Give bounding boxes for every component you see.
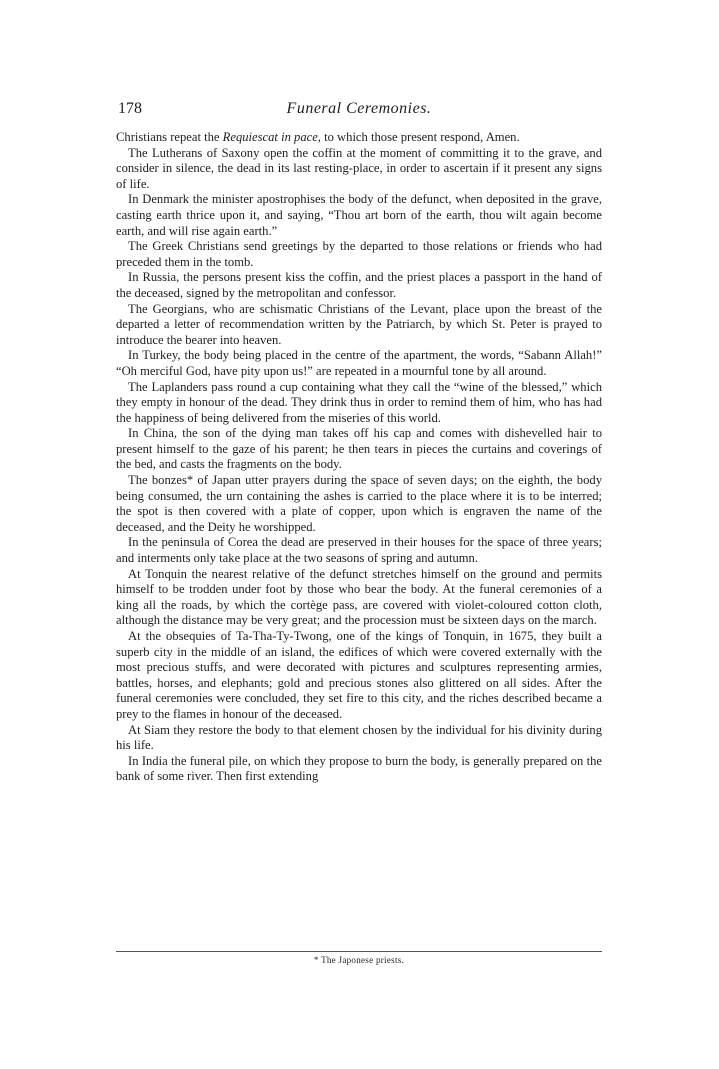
paragraph [116, 629, 602, 723]
paragraph [116, 567, 602, 629]
paragraph [116, 146, 602, 193]
paragraph-text: The Greek Christians send greetings by the departed to those relations or friends who had preceded them in the tomb. [116, 239, 602, 269]
body-text [116, 130, 602, 785]
running-title: Funeral Ceremonies. [286, 100, 432, 117]
paragraph-text: to which those present respond, Amen. [320, 130, 520, 144]
paragraph [116, 302, 602, 349]
paragraph [116, 192, 602, 239]
paragraph [116, 473, 602, 535]
paragraph-text: In Denmark the minister apostrophises the body of the defunct, when deposited in the grave, casting earth thrice upon it, and saying, “Thou art born of the earth, thou wilt again become earth, and will rise again earth.” [116, 192, 602, 238]
page-number: 178 [118, 100, 142, 117]
paragraph-text: At Siam they restore the body to that element chosen by the individual for his divinity during his life. [116, 722, 602, 753]
paragraph-text: In the peninsula of Corea the dead are preserved in their houses for the space of three years; and interments only take place at the two seasons of spring and autumn. [116, 535, 602, 566]
paragraph-text: In India the funeral pile, on which they propose to burn the body, is generally prepared on the bank of some river. Then first extending [116, 753, 602, 784]
paragraph-text: The Lutherans of Saxony open the coffin at the moment of committing it to the grave, and consider in silence, the dead in its last resting-place, in order to ascertain if it present any signs of life. [116, 145, 602, 191]
paragraph-text: At Tonquin the nearest relative of the defunct stretches himself on the ground and permits himself to be trodden under foot by those who bear the body. At the funeral ceremonies of a king all the roads, by which the cortège pass, are covered with violet-coloured cotton cloth, although the distance may be very great; and the procession must be sixteen days on the march. [116, 566, 602, 628]
footnote-rule [116, 951, 602, 952]
paragraph [116, 535, 602, 566]
paragraph [116, 348, 602, 379]
page-header [116, 100, 602, 124]
paragraph [116, 130, 602, 146]
paragraph-text: At the obsequies of Ta-Tha-Ty-Twong, one of the kings of Tonquin, in 1675, they built a superb city in the middle of an island, the edifices of which were covered externally with the most precious stuffs, and were decorated with pictures and sculptures representing armies, battles, horses, and elephants; gold and precious stones also glittered on all sides. After the funeral ceremonies were concluded, they set fire to this city, and the riches described became a prey to the flames in honour of the deceased. [116, 629, 602, 721]
paragraph-text: The Georgians, who are schismatic Christians of the Levant, place upon the breast of the departed a letter of recommendation written by the Patriarch, by which St. Peter is prayed to introduce the bearer into heaven. [116, 301, 602, 347]
paragraph-text: The bonzes* of Japan utter prayers during the space of seven days; on the eighth, the body being consumed, the urn containing the ashes is carried to the place where it is to be interred; the spot is then covered with a plate of copper, upon which is engraven the name of the deceased, and the Deity he worshipped. [116, 473, 602, 534]
paragraph [116, 723, 602, 754]
paragraph [116, 754, 602, 785]
paragraph-text: Christians repeat the [116, 130, 223, 144]
paragraph [116, 270, 602, 301]
paragraph-text: In Turkey, the body being placed in the centre of the apartment, the words, “Sabann Allah!” “Oh merciful God, have pity upon us!” are repeated in a mournful tone by all around. [116, 348, 602, 378]
paragraph [116, 426, 602, 473]
footnote: * The Japonese priests. [313, 955, 405, 965]
paragraph-text: In Russia, the persons present kiss the coffin, and the priest places a passport in the hand of the deceased, signed by the metropolitan and confessor. [116, 270, 602, 300]
italic-phrase: Requiescat in pace, [222, 130, 321, 144]
paragraph [116, 239, 602, 270]
paragraph-text: The Laplanders pass round a cup containing what they call the “wine of the blessed,” which they empty in honour of the dead. They drink thus in order to remind them of him, who has had the happiness of being delivered from the miseries of this world. [116, 379, 602, 425]
paragraph [116, 380, 602, 427]
paragraph-text: In China, the son of the dying man takes off his cap and comes with dishevelled hair to present himself to the gaze of his parent; he then tears in pieces the curtains and coverings of the bed, and casts the fragments on the body. [116, 426, 602, 472]
